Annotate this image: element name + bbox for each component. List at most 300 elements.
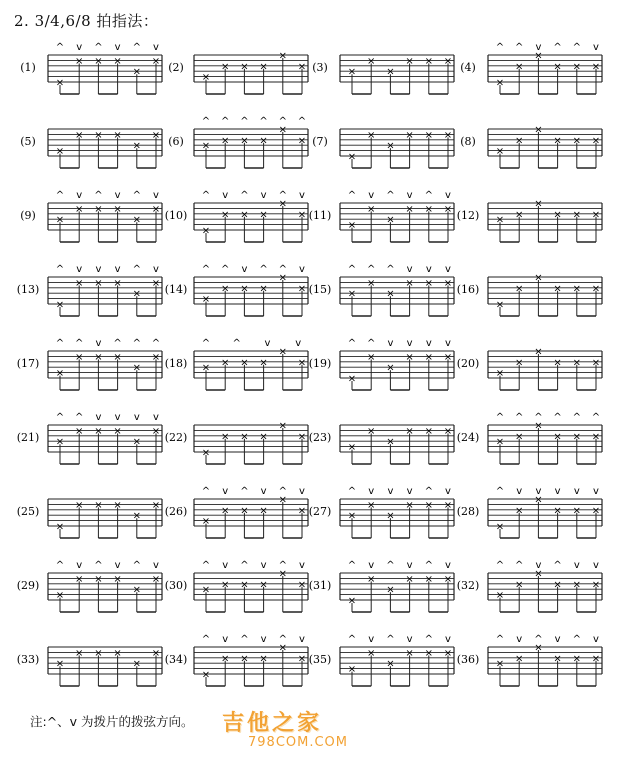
note-x-mark: × bbox=[75, 351, 84, 363]
note-x-mark: × bbox=[132, 140, 141, 152]
note-x-mark: × bbox=[386, 658, 395, 670]
pick-up-stroke-mark: v bbox=[299, 190, 305, 201]
note-x-mark: × bbox=[405, 573, 414, 585]
note-x-mark: × bbox=[572, 283, 581, 295]
note-x-mark: × bbox=[591, 135, 601, 147]
note-x-mark: × bbox=[591, 505, 601, 517]
pattern-number-label: (1) bbox=[20, 61, 36, 74]
note-x-mark: × bbox=[591, 283, 601, 295]
note-x-mark: × bbox=[367, 573, 376, 585]
pattern-number-label: (5) bbox=[20, 135, 36, 148]
note-x-mark: × bbox=[221, 209, 230, 221]
note-x-mark: × bbox=[55, 521, 65, 533]
note-x-mark: × bbox=[113, 203, 122, 215]
pick-down-stroke-mark: ^ bbox=[495, 634, 505, 645]
note-x-mark: × bbox=[572, 61, 581, 73]
pick-up-stroke-mark: v bbox=[535, 560, 542, 571]
note-x-mark: × bbox=[240, 579, 249, 591]
note-x-mark: × bbox=[553, 431, 562, 443]
footnote: 注:^、v 为拨片的拨弦方向。 bbox=[30, 714, 194, 729]
pattern-number-label: (17) bbox=[16, 357, 40, 370]
tab-pattern-27 bbox=[309, 486, 454, 538]
note-x-mark: × bbox=[572, 209, 581, 221]
pick-down-stroke-mark: ^ bbox=[55, 412, 65, 423]
pick-up-stroke-mark: v bbox=[264, 338, 271, 349]
note-x-mark: × bbox=[553, 357, 562, 369]
note-x-mark: × bbox=[297, 61, 307, 73]
note-x-mark: × bbox=[443, 129, 453, 141]
note-x-mark: × bbox=[443, 351, 453, 363]
note-x-mark: × bbox=[132, 510, 141, 522]
note-x-mark: × bbox=[515, 357, 524, 369]
pick-up-stroke-mark: v bbox=[445, 634, 451, 645]
note-x-mark: × bbox=[55, 299, 65, 311]
tab-pattern-31 bbox=[309, 560, 454, 612]
note-x-mark: × bbox=[259, 135, 268, 147]
note-x-mark: × bbox=[113, 647, 122, 659]
note-x-mark: × bbox=[534, 642, 543, 654]
note-x-mark: × bbox=[591, 209, 601, 221]
pick-down-stroke-mark: ^ bbox=[591, 412, 601, 423]
note-x-mark: × bbox=[367, 425, 376, 437]
pattern-number-label: (13) bbox=[16, 283, 40, 296]
note-x-mark: × bbox=[132, 436, 141, 448]
note-x-mark: × bbox=[240, 135, 249, 147]
pick-down-stroke-mark: ^ bbox=[259, 116, 268, 127]
note-x-mark: × bbox=[534, 494, 543, 506]
note-x-mark: × bbox=[424, 499, 433, 511]
note-x-mark: × bbox=[94, 277, 103, 289]
pick-up-stroke-mark: v bbox=[114, 412, 121, 423]
pick-down-stroke-mark: ^ bbox=[347, 190, 357, 201]
note-x-mark: × bbox=[278, 568, 287, 580]
pick-down-stroke-mark: ^ bbox=[386, 560, 395, 571]
note-x-mark: × bbox=[278, 346, 287, 358]
pick-down-stroke-mark: ^ bbox=[347, 560, 357, 571]
note-x-mark: × bbox=[515, 135, 524, 147]
note-x-mark: × bbox=[553, 653, 562, 665]
note-x-mark: × bbox=[424, 425, 433, 437]
pick-down-stroke-mark: ^ bbox=[240, 634, 249, 645]
pick-down-stroke-mark: ^ bbox=[572, 634, 581, 645]
pick-up-stroke-mark: v bbox=[387, 338, 394, 349]
pattern-number-label: (36) bbox=[456, 653, 480, 666]
pick-up-stroke-mark: v bbox=[76, 560, 83, 571]
note-x-mark: × bbox=[347, 220, 357, 232]
pick-down-stroke-mark: ^ bbox=[132, 42, 141, 53]
pick-up-stroke-mark: v bbox=[114, 42, 121, 53]
pick-up-stroke-mark: v bbox=[445, 338, 451, 349]
note-x-mark: × bbox=[424, 277, 433, 289]
pick-up-stroke-mark: v bbox=[406, 338, 413, 349]
note-x-mark: × bbox=[534, 124, 543, 136]
note-x-mark: × bbox=[75, 499, 84, 511]
pick-up-stroke-mark: v bbox=[406, 264, 413, 275]
pick-up-stroke-mark: v bbox=[76, 42, 83, 53]
note-x-mark: × bbox=[201, 584, 211, 596]
note-x-mark: × bbox=[347, 66, 357, 78]
tab-pattern-32 bbox=[457, 560, 602, 612]
note-x-mark: × bbox=[386, 584, 395, 596]
note-x-mark: × bbox=[201, 516, 211, 528]
note-x-mark: × bbox=[553, 209, 562, 221]
note-x-mark: × bbox=[132, 362, 141, 374]
note-x-mark: × bbox=[113, 573, 122, 585]
pattern-number-label: (28) bbox=[456, 505, 480, 518]
pick-down-stroke-mark: ^ bbox=[347, 338, 357, 349]
note-x-mark: × bbox=[132, 584, 141, 596]
pick-down-stroke-mark: ^ bbox=[132, 190, 141, 201]
note-x-mark: × bbox=[55, 436, 65, 448]
pattern-number-label: (29) bbox=[16, 579, 40, 592]
pick-down-stroke-mark: ^ bbox=[151, 338, 161, 349]
pick-up-stroke-mark: v bbox=[554, 486, 561, 497]
note-x-mark: × bbox=[386, 66, 395, 78]
pick-down-stroke-mark: ^ bbox=[221, 116, 230, 127]
tab-pattern-16 bbox=[457, 273, 602, 317]
pick-down-stroke-mark: ^ bbox=[424, 560, 433, 571]
pick-up-stroke-mark: v bbox=[299, 634, 305, 645]
pick-down-stroke-mark: ^ bbox=[347, 486, 357, 497]
tab-pattern-34 bbox=[165, 634, 308, 686]
pick-down-stroke-mark: ^ bbox=[201, 116, 211, 127]
pattern-number-label: (9) bbox=[20, 209, 36, 222]
note-x-mark: × bbox=[113, 55, 122, 67]
note-x-mark: × bbox=[424, 55, 433, 67]
note-x-mark: × bbox=[534, 420, 543, 432]
tab-pattern-3 bbox=[312, 55, 454, 94]
note-x-mark: × bbox=[75, 55, 84, 67]
note-x-mark: × bbox=[553, 579, 562, 591]
note-x-mark: × bbox=[297, 135, 307, 147]
pick-down-stroke-mark: ^ bbox=[55, 560, 65, 571]
pattern-number-label: (3) bbox=[312, 61, 328, 74]
pattern-number-label: (19) bbox=[308, 357, 332, 370]
pick-up-stroke-mark: v bbox=[406, 560, 413, 571]
note-x-mark: × bbox=[240, 505, 249, 517]
note-x-mark: × bbox=[240, 357, 249, 369]
note-x-mark: × bbox=[132, 288, 141, 300]
note-x-mark: × bbox=[221, 579, 230, 591]
note-x-mark: × bbox=[259, 283, 268, 295]
note-x-mark: × bbox=[367, 351, 376, 363]
note-x-mark: × bbox=[132, 658, 141, 670]
tab-pattern-20 bbox=[457, 347, 602, 391]
note-x-mark: × bbox=[278, 642, 287, 654]
pick-up-stroke-mark: v bbox=[222, 486, 229, 497]
pick-up-stroke-mark: v bbox=[425, 264, 432, 275]
note-x-mark: × bbox=[221, 431, 230, 443]
note-x-mark: × bbox=[259, 505, 268, 517]
note-x-mark: × bbox=[367, 55, 376, 67]
pick-down-stroke-mark: ^ bbox=[94, 190, 103, 201]
note-x-mark: × bbox=[221, 61, 230, 73]
note-x-mark: × bbox=[259, 209, 268, 221]
pick-up-stroke-mark: v bbox=[153, 412, 159, 423]
note-x-mark: × bbox=[132, 214, 141, 226]
pick-up-stroke-mark: v bbox=[114, 190, 121, 201]
pattern-number-label: (23) bbox=[308, 431, 332, 444]
pattern-number-label: (34) bbox=[164, 653, 188, 666]
pick-down-stroke-mark: ^ bbox=[55, 190, 65, 201]
note-x-mark: × bbox=[278, 272, 287, 284]
note-x-mark: × bbox=[201, 225, 211, 237]
note-x-mark: × bbox=[443, 55, 453, 67]
note-x-mark: × bbox=[534, 272, 543, 284]
note-x-mark: × bbox=[113, 425, 122, 437]
pick-down-stroke-mark: ^ bbox=[347, 634, 357, 645]
note-x-mark: × bbox=[347, 442, 357, 454]
note-x-mark: × bbox=[495, 368, 505, 380]
note-x-mark: × bbox=[405, 55, 414, 67]
pick-up-stroke-mark: v bbox=[387, 486, 394, 497]
note-x-mark: × bbox=[572, 357, 581, 369]
pick-up-stroke-mark: v bbox=[95, 264, 102, 275]
pick-up-stroke-mark: v bbox=[406, 486, 413, 497]
tab-pattern-15 bbox=[309, 264, 454, 316]
tab-pattern-4 bbox=[460, 42, 602, 94]
note-x-mark: × bbox=[240, 653, 249, 665]
note-x-mark: × bbox=[495, 214, 505, 226]
note-x-mark: × bbox=[94, 573, 103, 585]
pattern-number-label: (11) bbox=[308, 209, 332, 222]
note-x-mark: × bbox=[405, 499, 414, 511]
note-x-mark: × bbox=[151, 129, 161, 141]
note-x-mark: × bbox=[347, 373, 357, 385]
pick-down-stroke-mark: ^ bbox=[240, 116, 249, 127]
note-x-mark: × bbox=[424, 573, 433, 585]
note-x-mark: × bbox=[151, 573, 161, 585]
pick-up-stroke-mark: v bbox=[516, 486, 523, 497]
note-x-mark: × bbox=[151, 203, 161, 215]
note-x-mark: × bbox=[151, 499, 161, 511]
pick-down-stroke-mark: ^ bbox=[278, 560, 287, 571]
tab-pattern-11 bbox=[309, 190, 454, 242]
note-x-mark: × bbox=[443, 647, 453, 659]
note-x-mark: × bbox=[55, 368, 65, 380]
note-x-mark: × bbox=[151, 647, 161, 659]
note-x-mark: × bbox=[132, 66, 141, 78]
pattern-number-label: (35) bbox=[308, 653, 332, 666]
pick-down-stroke-mark: ^ bbox=[278, 264, 287, 275]
pattern-number-label: (25) bbox=[16, 505, 40, 518]
note-x-mark: × bbox=[405, 425, 414, 437]
pick-up-stroke-mark: v bbox=[445, 264, 451, 275]
pattern-number-label: (26) bbox=[164, 505, 188, 518]
note-x-mark: × bbox=[515, 61, 524, 73]
note-x-mark: × bbox=[443, 277, 453, 289]
pattern-number-label: (32) bbox=[456, 579, 480, 592]
note-x-mark: × bbox=[534, 198, 543, 210]
pick-down-stroke-mark: ^ bbox=[201, 338, 211, 349]
note-x-mark: × bbox=[424, 129, 433, 141]
note-x-mark: × bbox=[405, 647, 414, 659]
pick-down-stroke-mark: ^ bbox=[240, 486, 249, 497]
tab-pattern-7 bbox=[312, 129, 454, 168]
pick-down-stroke-mark: ^ bbox=[515, 42, 524, 53]
pick-up-stroke-mark: v bbox=[445, 560, 451, 571]
pattern-number-label: (6) bbox=[168, 135, 184, 148]
note-x-mark: × bbox=[297, 505, 307, 517]
pick-up-stroke-mark: v bbox=[133, 412, 140, 423]
pattern-number-label: (27) bbox=[308, 505, 332, 518]
note-x-mark: × bbox=[386, 510, 395, 522]
note-x-mark: × bbox=[94, 425, 103, 437]
note-x-mark: × bbox=[221, 135, 230, 147]
pick-down-stroke-mark: ^ bbox=[132, 264, 141, 275]
pick-up-stroke-mark: v bbox=[260, 560, 267, 571]
pick-up-stroke-mark: v bbox=[593, 486, 599, 497]
pattern-number-label: (30) bbox=[164, 579, 188, 592]
pattern-number-label: (2) bbox=[168, 61, 184, 74]
note-x-mark: × bbox=[221, 283, 230, 295]
pick-up-stroke-mark: v bbox=[368, 190, 375, 201]
pick-down-stroke-mark: ^ bbox=[201, 486, 211, 497]
note-x-mark: × bbox=[553, 283, 562, 295]
pick-up-stroke-mark: v bbox=[593, 42, 599, 53]
pick-down-stroke-mark: ^ bbox=[495, 486, 505, 497]
note-x-mark: × bbox=[367, 203, 376, 215]
note-x-mark: × bbox=[591, 357, 601, 369]
note-x-mark: × bbox=[94, 499, 103, 511]
pick-up-stroke-mark: v bbox=[445, 190, 451, 201]
pattern-number-label: (8) bbox=[460, 135, 476, 148]
pick-down-stroke-mark: ^ bbox=[367, 264, 376, 275]
pick-down-stroke-mark: ^ bbox=[495, 560, 505, 571]
note-x-mark: × bbox=[94, 129, 103, 141]
pick-down-stroke-mark: ^ bbox=[221, 264, 230, 275]
note-x-mark: × bbox=[201, 447, 211, 459]
note-x-mark: × bbox=[201, 294, 211, 306]
note-x-mark: × bbox=[151, 351, 161, 363]
note-x-mark: × bbox=[367, 129, 376, 141]
pick-up-stroke-mark: v bbox=[153, 190, 159, 201]
pick-up-stroke-mark: v bbox=[114, 560, 121, 571]
note-x-mark: × bbox=[221, 653, 230, 665]
tab-pattern-17 bbox=[17, 338, 162, 390]
pick-up-stroke-mark: v bbox=[76, 190, 83, 201]
tab-pattern-9 bbox=[20, 190, 162, 242]
pick-down-stroke-mark: ^ bbox=[201, 264, 211, 275]
note-x-mark: × bbox=[405, 351, 414, 363]
pick-down-stroke-mark: ^ bbox=[572, 412, 581, 423]
pick-down-stroke-mark: ^ bbox=[495, 42, 505, 53]
pick-down-stroke-mark: ^ bbox=[553, 412, 562, 423]
note-x-mark: × bbox=[75, 573, 84, 585]
note-x-mark: × bbox=[515, 653, 524, 665]
pick-down-stroke-mark: ^ bbox=[386, 634, 395, 645]
note-x-mark: × bbox=[259, 357, 268, 369]
pick-down-stroke-mark: ^ bbox=[201, 190, 211, 201]
note-x-mark: × bbox=[151, 425, 161, 437]
note-x-mark: × bbox=[591, 653, 601, 665]
note-x-mark: × bbox=[297, 431, 307, 443]
note-x-mark: × bbox=[347, 595, 357, 607]
note-x-mark: × bbox=[443, 425, 453, 437]
note-x-mark: × bbox=[297, 579, 307, 591]
pick-up-stroke-mark: v bbox=[299, 264, 305, 275]
pick-down-stroke-mark: ^ bbox=[297, 116, 307, 127]
pick-down-stroke-mark: ^ bbox=[278, 634, 287, 645]
tab-pattern-33 bbox=[17, 647, 162, 686]
pick-down-stroke-mark: ^ bbox=[534, 634, 543, 645]
tab-pattern-26 bbox=[165, 486, 308, 538]
note-x-mark: × bbox=[534, 346, 543, 358]
tab-pattern-1 bbox=[20, 42, 162, 94]
pattern-number-label: (24) bbox=[456, 431, 480, 444]
pattern-number-label: (7) bbox=[312, 135, 328, 148]
note-x-mark: × bbox=[424, 647, 433, 659]
note-x-mark: × bbox=[278, 420, 287, 432]
tab-pattern-28 bbox=[457, 486, 602, 538]
note-x-mark: × bbox=[75, 277, 84, 289]
pick-up-stroke-mark: v bbox=[593, 560, 599, 571]
pattern-number-label: (4) bbox=[460, 61, 476, 74]
note-x-mark: × bbox=[278, 124, 287, 136]
pick-down-stroke-mark: ^ bbox=[94, 42, 103, 53]
note-x-mark: × bbox=[515, 579, 524, 591]
note-x-mark: × bbox=[515, 431, 524, 443]
note-x-mark: × bbox=[75, 425, 84, 437]
pick-down-stroke-mark: ^ bbox=[55, 42, 65, 53]
pick-down-stroke-mark: ^ bbox=[240, 190, 249, 201]
tab-pattern-10 bbox=[165, 190, 308, 242]
note-x-mark: × bbox=[553, 505, 562, 517]
pick-down-stroke-mark: ^ bbox=[553, 560, 562, 571]
pick-up-stroke-mark: v bbox=[368, 560, 375, 571]
note-x-mark: × bbox=[386, 362, 395, 374]
note-x-mark: × bbox=[405, 203, 414, 215]
pick-down-stroke-mark: ^ bbox=[515, 412, 524, 423]
pattern-number-label: (14) bbox=[164, 283, 188, 296]
note-x-mark: × bbox=[278, 50, 287, 62]
note-x-mark: × bbox=[55, 77, 65, 89]
pick-down-stroke-mark: ^ bbox=[259, 264, 268, 275]
pick-down-stroke-mark: ^ bbox=[55, 338, 65, 349]
note-x-mark: × bbox=[367, 277, 376, 289]
pick-up-stroke-mark: v bbox=[222, 190, 229, 201]
pick-down-stroke-mark: ^ bbox=[367, 338, 376, 349]
pick-down-stroke-mark: ^ bbox=[386, 264, 395, 275]
note-x-mark: × bbox=[572, 579, 581, 591]
note-x-mark: × bbox=[297, 209, 307, 221]
tab-pattern-35 bbox=[309, 634, 454, 686]
note-x-mark: × bbox=[55, 214, 65, 226]
pick-up-stroke-mark: v bbox=[554, 634, 561, 645]
note-x-mark: × bbox=[94, 203, 103, 215]
note-x-mark: × bbox=[443, 203, 453, 215]
note-x-mark: × bbox=[386, 214, 395, 226]
pattern-number-label: (31) bbox=[308, 579, 332, 592]
pick-up-stroke-mark: v bbox=[516, 634, 523, 645]
note-x-mark: × bbox=[572, 431, 581, 443]
note-x-mark: × bbox=[259, 653, 268, 665]
pattern-number-label: (22) bbox=[164, 431, 188, 444]
note-x-mark: × bbox=[367, 647, 376, 659]
pick-up-stroke-mark: v bbox=[299, 560, 305, 571]
note-x-mark: × bbox=[201, 362, 211, 374]
watermark-logo-text: 吉他之家 bbox=[222, 711, 323, 736]
note-x-mark: × bbox=[259, 61, 268, 73]
note-x-mark: × bbox=[151, 55, 161, 67]
tab-pattern-12 bbox=[457, 199, 602, 243]
pick-up-stroke-mark: v bbox=[222, 560, 229, 571]
pick-down-stroke-mark: ^ bbox=[424, 634, 433, 645]
note-x-mark: × bbox=[55, 146, 65, 158]
pick-up-stroke-mark: v bbox=[425, 338, 432, 349]
pick-up-stroke-mark: v bbox=[260, 634, 267, 645]
tab-pattern-8 bbox=[460, 125, 602, 169]
